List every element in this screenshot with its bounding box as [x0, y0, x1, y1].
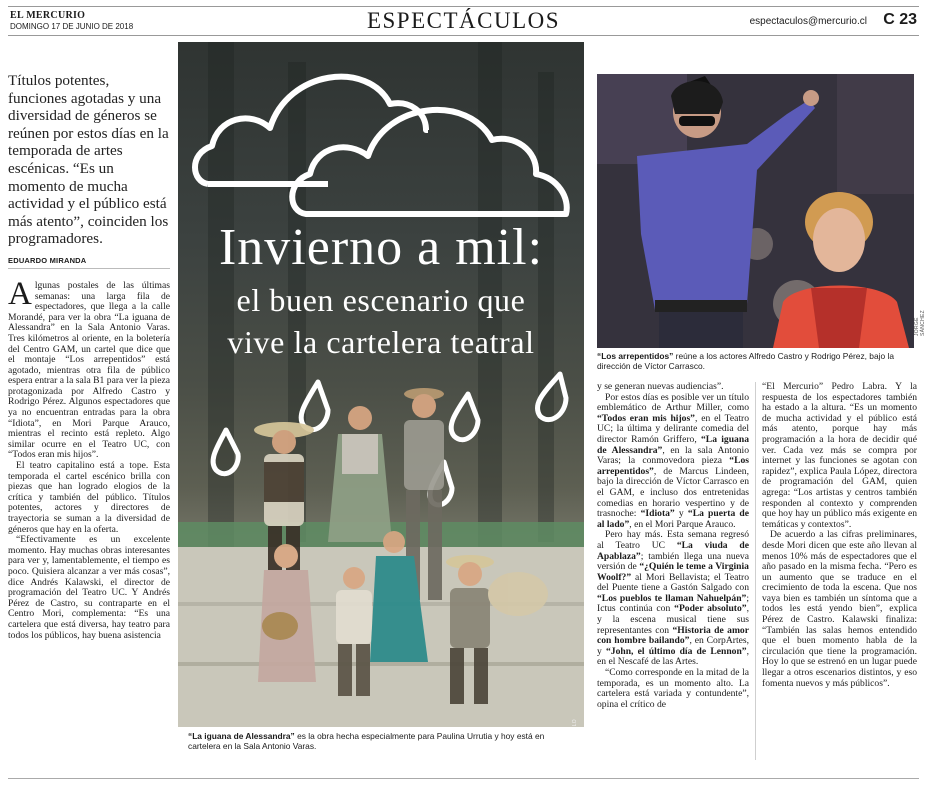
play-title: “Los pueblos te llaman Nahuelpán”: [597, 592, 747, 604]
play-title: “¿Quién le teme a Virginia Woolf?”: [597, 561, 749, 583]
section-title: ESPECTÁCULOS: [366, 8, 561, 33]
secondary-photo: [597, 74, 914, 348]
play-title: “Poder absoluto”: [674, 603, 747, 615]
article-lead: Títulos potentes, funciones agotadas y una diversidad de géneros se reúnen por estos días en la temporada de artes escénicas. “Es un momento de mucha actividad y el público está más atento”, coinciden los programadores.: [8, 72, 169, 248]
issue-date: DOMINGO 17 DE JUNIO DE 2018: [10, 22, 134, 31]
caption-text: reúne a los actores Alfredo Castro y Rodrigo Pérez, bajo la dirección de Víctor Carrasco.: [597, 351, 894, 371]
stage-illustration: [178, 42, 584, 759]
play-title: “John, el último día de Lennon”: [605, 645, 747, 657]
paragraph: “Como corresponde en la mitad de la temporada, es un momento alto. La cartelera está variada y contundente”, opina el crítico de: [597, 667, 749, 710]
paragraph: Por estos días es posible ver un título emblemático de Arthur Miller, como “Todos eran mis hijos”, en el Teatro UC; la última y delirante comedia del director Ramón Griffero, “La iguana de Alessandra”, en la sala Antonio Varas; la conmovedora pieza “Los arrepentidos”, de Marcus Lindeen, bajo la dirección de Víctor Carrasco en el GAM, e incluso dos entretenidas comedias en horario vespertino y de trasnoche: “Idiota” y “La puerta de al lado”, en el Mori Parque Arauco.: [597, 391, 750, 530]
column-divider: [755, 382, 756, 760]
newspaper-name: EL MERCURIO: [10, 10, 86, 21]
play-title: “Idiota”: [640, 508, 675, 520]
actors-portrait-illustration: [597, 74, 914, 348]
article-body-col3: [597, 382, 749, 710]
play-title: “Los arrepentidos”: [597, 455, 749, 477]
headline-line-2: el buen escenario que: [236, 282, 526, 318]
paragraph: Pero hay más. Esta semana regresó al Teatro UC “La viuda de Apablaza”; también llega una nueva versión de “¿Quién le teme a Virginia Woolf?” al Mori Bellavista; el Teatro del Puente tiene a Gastón Salgado con “Los pueblos te llaman Nahuelpán”; Ictus continúa con “Poder absoluto”, y la escena musical tiene sus representantes con “Historia de amor con hombre bailando”, en CorpArtes, y “John, el último día de Lennon”, en el Nescafé de las Artes.: [597, 529, 749, 668]
cloud-icon: [195, 77, 567, 214]
secondary-caption: [597, 351, 914, 371]
paragraph: [8, 275, 170, 461]
paragraph: De acuerdo a las cifras preliminares, desde Mori dicen que este año llevan al menos 10% más de espectadores que el año pasado en la misma fecha. “Pero es un aumento que se traduce en el crecimiento de toda la escena. Que nos vaya bien es también un síntoma que a todos les está yendo bien”, explica Pérez de Castro. Kalawski finaliza: “También las salas hemos entendido que el buen momento habla de la circulación que tiene la programación. Hoy lo que se estrenó en un lugar puede llegar a otros escenarios distintos, y eso fomenta nuevos y más públicos”.: [762, 529, 917, 689]
paragraph: “El Mercurio” Pedro Labra. Y la respuesta de los espectadores también ha estado a la altura. “Es un momento de mucha actividad y el público está más atento, porque hay más programación a la hora de decidir qué ver. Cada vez más se compra por internet y las funciones se agotan con rapidez”, explica Paula López, directora de programación del GAM, quien agrega: “Los artistas y centros también responden al contexto y comprenden que hoy hay un público más exigente en temáticas y contextos”.: [762, 381, 917, 530]
play-title: “Todos eran mis hijos”: [597, 412, 695, 424]
play-title: “La viuda de Apablaza”: [597, 539, 749, 562]
caption-title: “Los arrepentidos”: [597, 351, 674, 361]
play-title: “La iguana de Alessandra”: [597, 433, 749, 456]
caption-title: “La iguana de Alessandra”: [188, 731, 295, 741]
article-body-col1: [8, 275, 170, 641]
page-number: C 23: [883, 11, 917, 28]
play-title: “Historia de amor con hombre bailando”: [597, 624, 749, 647]
headline-line-3: vive la cartelera teatral: [227, 324, 535, 360]
caption-text: es la obra hecha especialmente para Paulina Urrutia y hoy está en cartelera en la Sala Antonio Varas.: [188, 731, 545, 751]
headline-line-1: Invierno a mil:: [218, 219, 544, 276]
article-body-col4: [762, 382, 917, 689]
paragraph: y se generan nuevas audiencias”.: [597, 381, 724, 392]
secondary-photo-credit: JORGE SÁNCHEZ: [914, 310, 926, 336]
hero-caption: [178, 727, 584, 759]
paragraph: “Efectivamente es un excelente momento. Hay muchas obras interesantes para ver y, lamentablemente, el tiempo es poco. Quisiera alcanzar a ver más cosas”, dice Andrés Kalawski, el director de programación del Teatro UC. Y Andrés Pérez de Castro, su contraparte en el Centro Mori, complementa: “Es una cartelera que está diversa, hay teatro para todos los públicos, hay buena asistencia: [8, 534, 170, 641]
paragraph-text: lgunas postales de las últimas semanas: una larga fila de espectadores, que llega a la calle Morandé, para ver la obra “La iguana de Alessandra” en la Sala Antonio Varas. Tres kilómetros al oriente, en la boletería del Centro GAM, un cartel que dice que el montaje “Los arrepentidos” está agotado, mientras otra fila de público espera entrar a la sala B1 para ver la pieza protagonizada por Alfredo Castro y Rodrigo Pérez. Algunos espectadores que ya no encuentran entradas para la obra “Idiota”, en Mori Parque Arauco, mientras el recinto está repleto. Algo similar ocurre en el Teatro UC, con “Todos eran mis hijos”.: [8, 279, 170, 461]
play-title: “La puerta de al lado”: [597, 508, 750, 530]
drop-cap: A: [8, 275, 32, 312]
hero-photo: [178, 42, 584, 759]
section-email[interactable]: espectaculos@mercurio.cl: [749, 16, 867, 27]
bottom-divider: [8, 778, 919, 779]
left-column: [8, 72, 170, 641]
article-byline: EDUARDO MIRANDA: [8, 256, 170, 269]
page-header: [8, 6, 919, 36]
paragraph: El teatro capitalino está a tope. Esta temporada el cartel escénico brilla con piezas que han logrado elogios de la crítica y también del público. Títulos potentes, actores y directores de trayectoria se suman a la diversidad de géneros que hay en la oferta.: [8, 460, 170, 535]
